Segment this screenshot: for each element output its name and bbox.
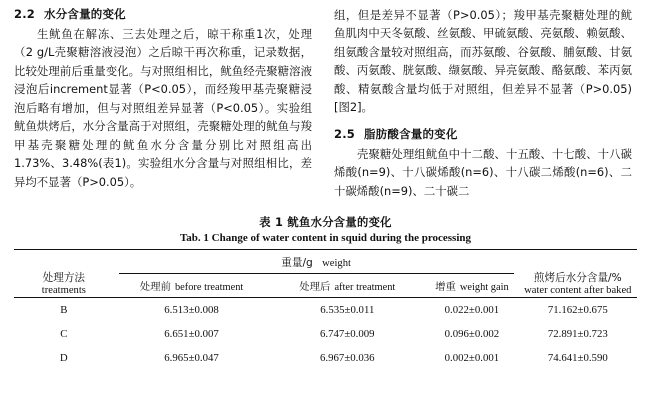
cell-gain: 0.096±0.002 xyxy=(444,328,500,341)
right-column xyxy=(334,6,632,202)
header-after-treatment: 处理后 after treatment xyxy=(299,281,396,294)
header-weight-gain: 增重 weight gain xyxy=(435,281,509,294)
section-title: 脂肪酸含量的变化 xyxy=(363,126,458,141)
section-number: 2.2 xyxy=(14,7,35,21)
header-treatments: 处理方法 treatments xyxy=(14,250,114,298)
cell-before: 6.513±0.008 xyxy=(164,304,219,317)
section-2-2-paragraph: 生鱿鱼在解冻、三去处理之后，晾干称重1次，处理（2 g/L壳聚糖溶液浸泡）之后晾干再次称重，记录数据，比较处理前后重量变化。与对照组相比，鱿鱼经壳聚糖溶液浸泡后increment显著（P<0.05），而经羧甲基壳聚糖浸泡后略有增加，但与对照组差异显著（P<0.05）。实验组鱿鱼烘烤后，水分含量高于对照组，壳聚糖处理的鱿鱼与羧甲基壳聚糖处理的鱿鱼水分含量分别比对照组高出1.73%、3.48%(表1)。实验组水分含量与对照组相比，差异均不显著（P>0.05）。 xyxy=(14,27,312,189)
table-caption-cn: 表 1 鱿鱼水分含量的变化 xyxy=(259,216,392,230)
cell-before: 6.965±0.047 xyxy=(164,352,219,365)
cell-gain: 0.022±0.001 xyxy=(444,304,500,317)
water-content-table xyxy=(14,249,637,370)
section-title: 水分含量的变化 xyxy=(43,7,126,21)
cell-after: 6.747±0.009 xyxy=(320,328,375,341)
table-1-block xyxy=(14,214,637,370)
header-weight-cn: 重量/g xyxy=(281,257,313,270)
cell-gain: 0.002±0.001 xyxy=(444,352,500,365)
section-number: 2.5 xyxy=(334,126,355,141)
cell-treatment: B xyxy=(60,304,68,317)
table-header-row-group xyxy=(14,250,637,278)
cell-treatment: C xyxy=(60,328,68,341)
table-row xyxy=(14,298,637,323)
cell-after: 6.535±0.011 xyxy=(320,304,375,317)
section-2-5-paragraph: 壳聚糖处理组鱿鱼中十二酸、十五酸、十七酸、十八碳烯酸(n=9)、十八碳烯酸(n=6)、十八碳二烯酸(n=6)、二十碳烯酸(n=9)、二十碳二 xyxy=(334,146,632,198)
section-heading-2-2 xyxy=(14,6,312,22)
cell-water: 72.891±0.723 xyxy=(547,328,608,341)
header-before-treatment: 处理前 before treatment xyxy=(139,281,244,294)
section-heading-2-5 xyxy=(334,126,632,142)
cell-before: 6.651±0.007 xyxy=(164,328,219,341)
table-caption-en: Tab. 1 Change of water content in squid during the processing xyxy=(179,232,472,245)
left-column xyxy=(14,6,312,193)
table-row xyxy=(14,346,637,370)
table-row xyxy=(14,322,637,346)
cell-water: 71.162±0.675 xyxy=(547,304,608,317)
header-weight-group xyxy=(114,250,519,278)
cell-treatment: D xyxy=(59,352,68,365)
continued-paragraph: 组，但是差异不显著（P>0.05）；羧甲基壳聚糖处理的鱿鱼肌肉中天冬氨酸、丝氨酸、甲硫氨酸、亮氨酸、赖氨酸、组氨酸含量较对照组高，而苏氨酸、谷氨酸、脯氨酸、甘氨酸、丙氨酸、胱氨酸、缬氨酸、异亮氨酸、酪氨酸、苯丙氨酸、精氨酸含量均低于对照组，但差异不显著（P>0.05)[图2]。 xyxy=(334,8,632,115)
header-water-content: 煎烤后水分含量/% water content after baked xyxy=(519,250,637,298)
two-column-body xyxy=(14,6,637,202)
header-weight-en: weight xyxy=(322,258,351,270)
cell-water: 74.641±0.590 xyxy=(547,352,608,365)
cell-after: 6.967±0.036 xyxy=(320,352,375,365)
